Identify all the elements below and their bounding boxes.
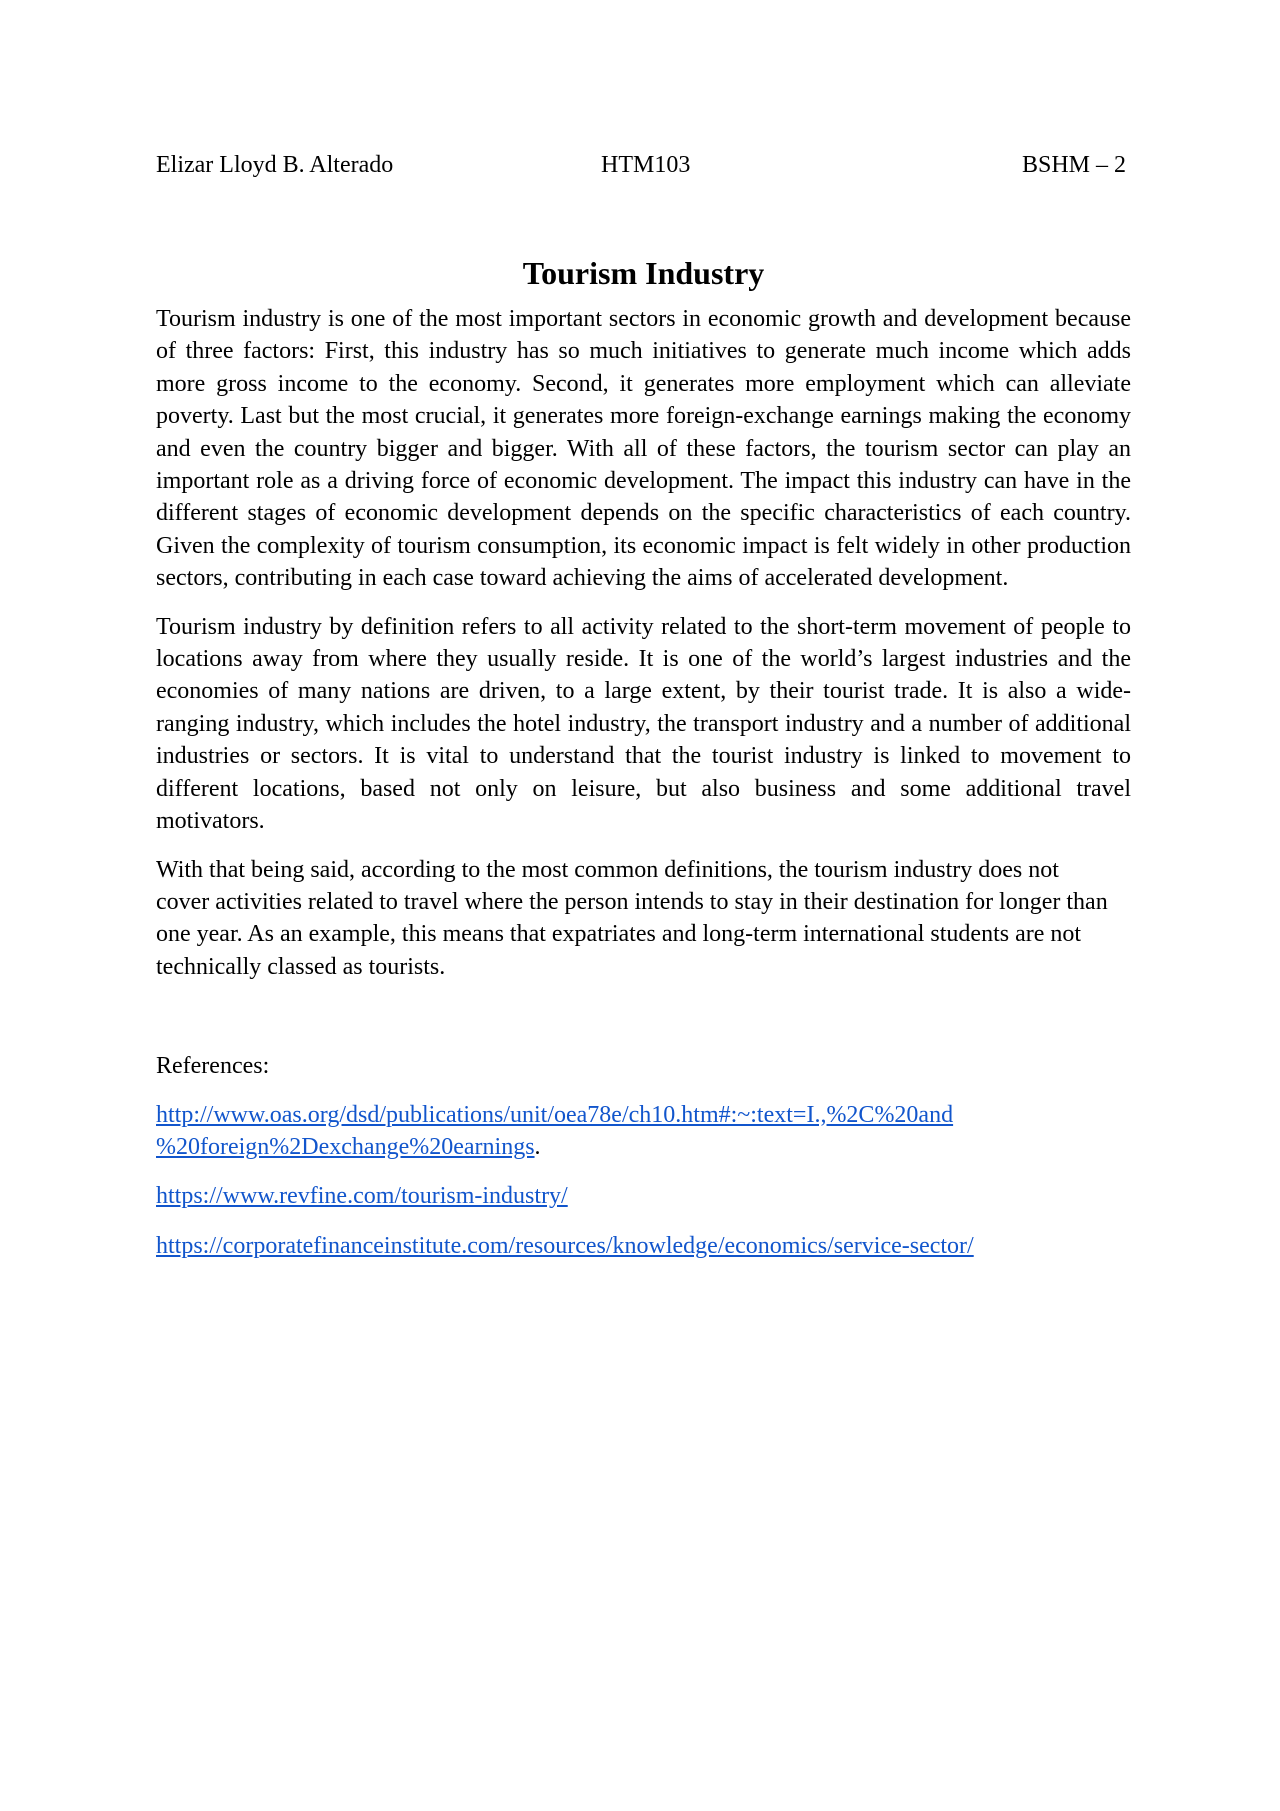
program-year: BSHM – 2 <box>1021 152 1126 178</box>
author-name: Elizar Lloyd B. Alterado <box>156 152 394 178</box>
document-header <box>156 150 1131 180</box>
document-title: Tourism Industry <box>522 255 765 291</box>
course-code: HTM103 <box>601 152 691 178</box>
paragraph-2: Tourism industry by definition refers to all activity related to the short-term movement of people to locations away from where they usually reside. It is one of the world’s largest industries and the economies of many nations are driven, to a large extent, by their tourist trade. It is also a wide-ranging industry, which includes the hotel industry, the transport industry and a number of additional industries or sectors. It is vital to understand that the tourist industry is linked to movement to different locations, based not only on leisure, but also business and some additional travel motivators. <box>156 613 1131 835</box>
reference-link-2[interactable]: https://www.revfine.com/tourism-industry/ <box>156 1183 568 1210</box>
reference-1-suffix: . <box>534 1133 541 1160</box>
reference-item-3 <box>156 1230 1131 1262</box>
references-heading: References: <box>156 1053 270 1080</box>
reference-link-1-line1: http://www.oas.org/dsd/publications/unit/oea78e/ch10.htm#:~:text=I.,%2C%20and <box>156 1101 954 1128</box>
paragraph-1: Tourism industry is one of the most important sectors in economic growth and development because of three factors: First, this industry has so much initiatives to generate much income which adds more gross income to the economy. Second, it generates more employment which can alleviate poverty. Last but the most crucial, it generates more foreign-exchange earnings making the economy and even the country bigger and bigger. With all of these factors, the tourism sector can play an important role as a driving force of economic development. The impact this industry can have in the different stages of economic development depends on the specific characteristics of each country. Given the complexity of tourism consumption, its economic impact is felt widely in other production sectors, contributing in each case toward achieving the aims of accelerated development. <box>156 306 1131 592</box>
reference-link-1-line2: %20foreign%2Dexchange%20earnings <box>156 1133 535 1160</box>
document-page <box>156 150 1131 1279</box>
reference-link-1[interactable] <box>156 1102 953 1160</box>
reference-item-1 <box>156 1099 1131 1164</box>
reference-link-3[interactable]: https://corporatefinanceinstitute.com/resources/knowledge/economics/service-sector/ <box>156 1232 974 1259</box>
paragraph-3: With that being said, according to the most common definitions, the tourism industry does not cover activities related to travel where the person intends to stay in their destination for longer than one year. As an example, this means that expatriates and long-term international students are not technically classed as tourists. <box>156 856 1108 980</box>
reference-item-2 <box>156 1180 1131 1212</box>
